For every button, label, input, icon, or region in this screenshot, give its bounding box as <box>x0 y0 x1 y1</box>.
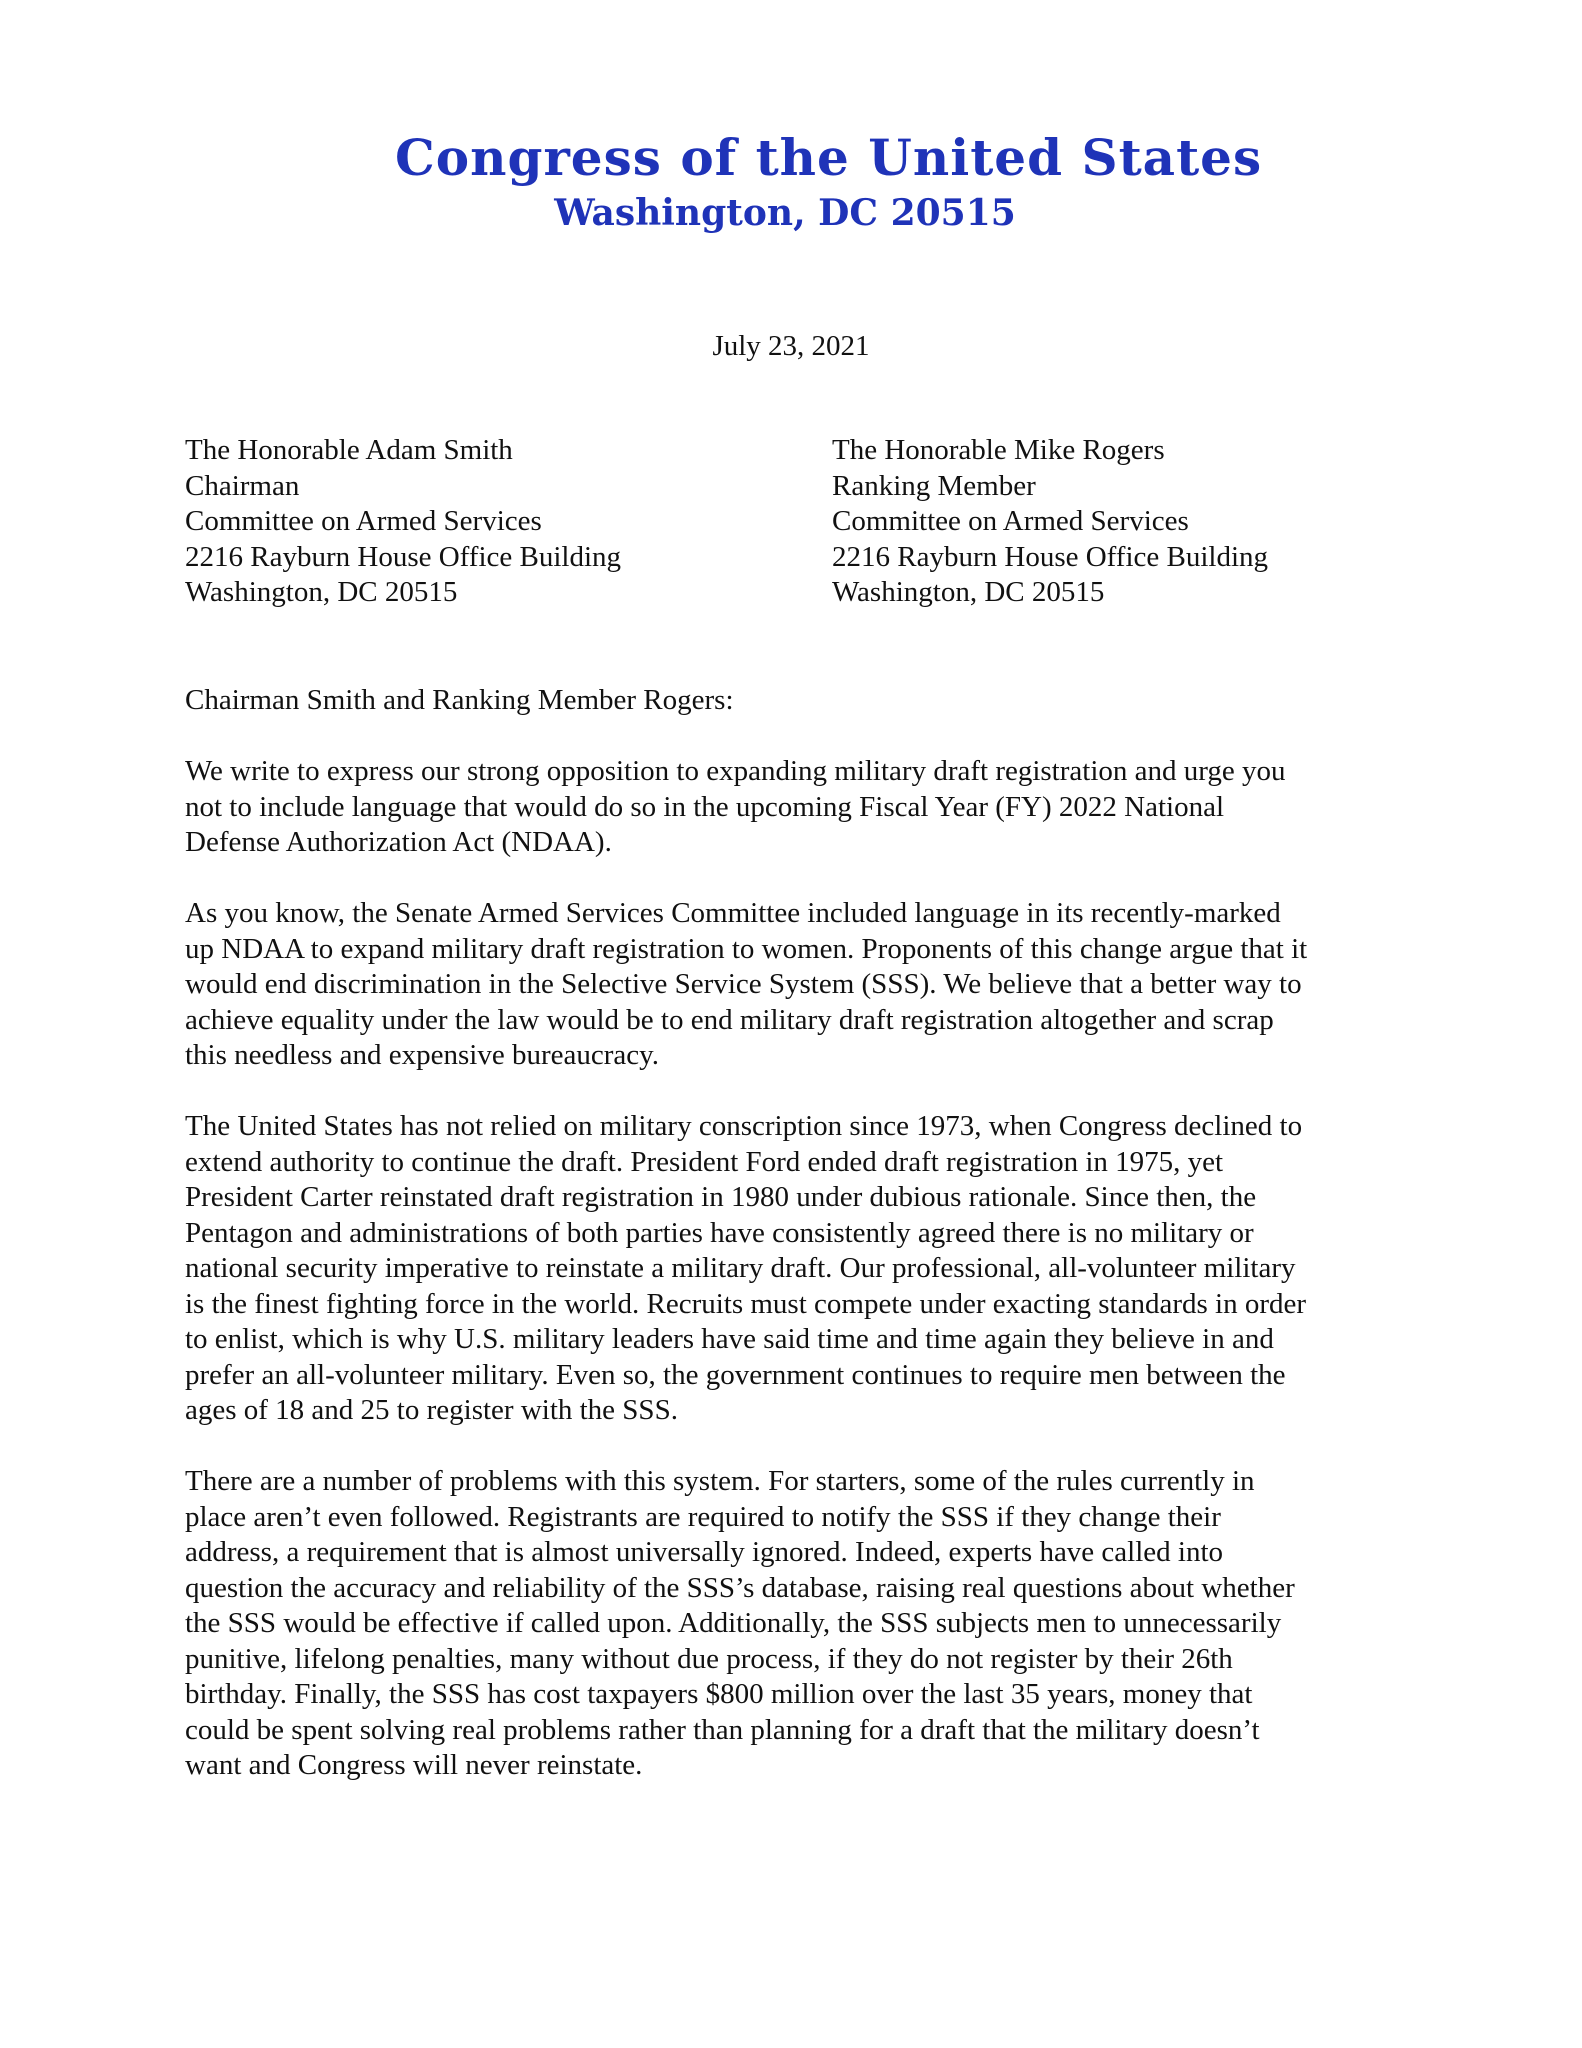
body-paragraph <box>185 754 1385 861</box>
paragraph-line: achieve equality under the law would be to end military draft registration altogether and scrap <box>185 1003 1274 1036</box>
letterhead <box>395 40 1263 270</box>
paragraph-line: birthday. Finally, the SSS has cost taxpayers $800 million over the last 35 years, money that <box>185 1678 1253 1710</box>
letterhead-title: Congress of the United States <box>395 128 1263 187</box>
recipient-line: Committee on Armed Services <box>185 505 542 537</box>
paragraph-line: want and Congress will never reinstate. <box>185 1749 643 1781</box>
paragraph-line: Defense Authorization Act (NDAA). <box>185 826 612 858</box>
body-paragraph <box>185 896 1385 1074</box>
paragraph-line: There are a number of problems with this system. For starters, some of the rules currently in <box>185 1465 1255 1497</box>
paragraph-line: is the finest fighting force in the world. Recruits must compete under exacting standards in order <box>185 1287 1307 1320</box>
paragraph-line: prefer an all-volunteer military. Even so, the government continues to require men between the <box>185 1358 1286 1391</box>
recipient-address-left <box>185 433 621 611</box>
recipient-line: The Honorable Mike Rogers <box>832 434 1165 466</box>
recipient-line: 2216 Rayburn House Office Building <box>185 540 622 573</box>
recipient-line: Ranking Member <box>832 469 1036 502</box>
paragraph-line: punitive, lifelong penalties, many without due process, if they do not register by their 26th <box>185 1642 1233 1675</box>
paragraph-line: Pentagon and administrations of both parties have consistently agreed there is no military or <box>185 1216 1254 1249</box>
paragraph-line: extend authority to continue the draft. President Ford ended draft registration in 1975, yet <box>185 1145 1224 1178</box>
letter-date: July 23, 2021 <box>712 330 870 362</box>
paragraph-line: this needless and expensive bureaucracy. <box>185 1039 660 1071</box>
body-paragraph <box>185 1464 1385 1784</box>
paragraph-line: As you know, the Senate Armed Services Committee included language in its recently-marked <box>185 897 1281 929</box>
paragraph-line: could be spent solving real problems rather than planning for a draft that the military doesn’t <box>185 1713 1260 1746</box>
paragraph-line: The United States has not relied on military conscription since 1973, when Congress declined to <box>185 1110 1303 1142</box>
recipient-line: Washington, DC 20515 <box>185 576 458 608</box>
recipient-line: Chairman <box>185 469 300 502</box>
recipient-line: The Honorable Adam Smith <box>185 434 513 466</box>
paragraph-line: to enlist, which is why U.S. military leaders have said time and time again they believe in and <box>185 1323 1274 1355</box>
paragraph-line: up NDAA to expand military draft registration to women. Proponents of this change argue that it <box>185 932 1308 965</box>
letterhead-subtitle: Washington, DC 20515 <box>554 192 1016 234</box>
paragraph-line: We write to express our strong opposition to expanding military draft registration and urge you <box>185 755 1286 787</box>
recipient-line: Committee on Armed Services <box>832 505 1189 537</box>
paragraph-line: ages of 18 and 25 to register with the SSS. <box>185 1394 678 1426</box>
salutation: Chairman Smith and Ranking Member Rogers: <box>185 684 734 716</box>
recipient-line: Washington, DC 20515 <box>832 576 1105 608</box>
paragraph-line: question the accuracy and reliability of the SSS’s database, raising real questions about whether <box>185 1571 1295 1604</box>
letter-body <box>185 683 1385 1819</box>
paragraph-line: place aren’t even followed. Registrants are required to notify the SSS if they change their <box>185 1500 1221 1533</box>
body-paragraph <box>185 1109 1385 1429</box>
recipient-line: 2216 Rayburn House Office Building <box>832 540 1269 573</box>
paragraph-line: would end discrimination in the Selective Service System (SSS). We believe that a better way to <box>185 968 1302 1000</box>
paragraph-line: President Carter reinstated draft registration in 1980 under dubious rationale. Since then, the <box>185 1181 1257 1213</box>
paragraph-line: not to include language that would do so in the upcoming Fiscal Year (FY) 2022 National <box>185 790 1225 823</box>
paragraph-line: the SSS would be effective if called upon. Additionally, the SSS subjects men to unnecessarily <box>185 1607 1282 1639</box>
paragraph-line: national security imperative to reinstate a military draft. Our professional, all-volunteer military <box>185 1252 1296 1284</box>
paragraph-line: address, a requirement that is almost universally ignored. Indeed, experts have called into <box>185 1536 1224 1568</box>
recipient-address-right <box>832 433 1268 611</box>
